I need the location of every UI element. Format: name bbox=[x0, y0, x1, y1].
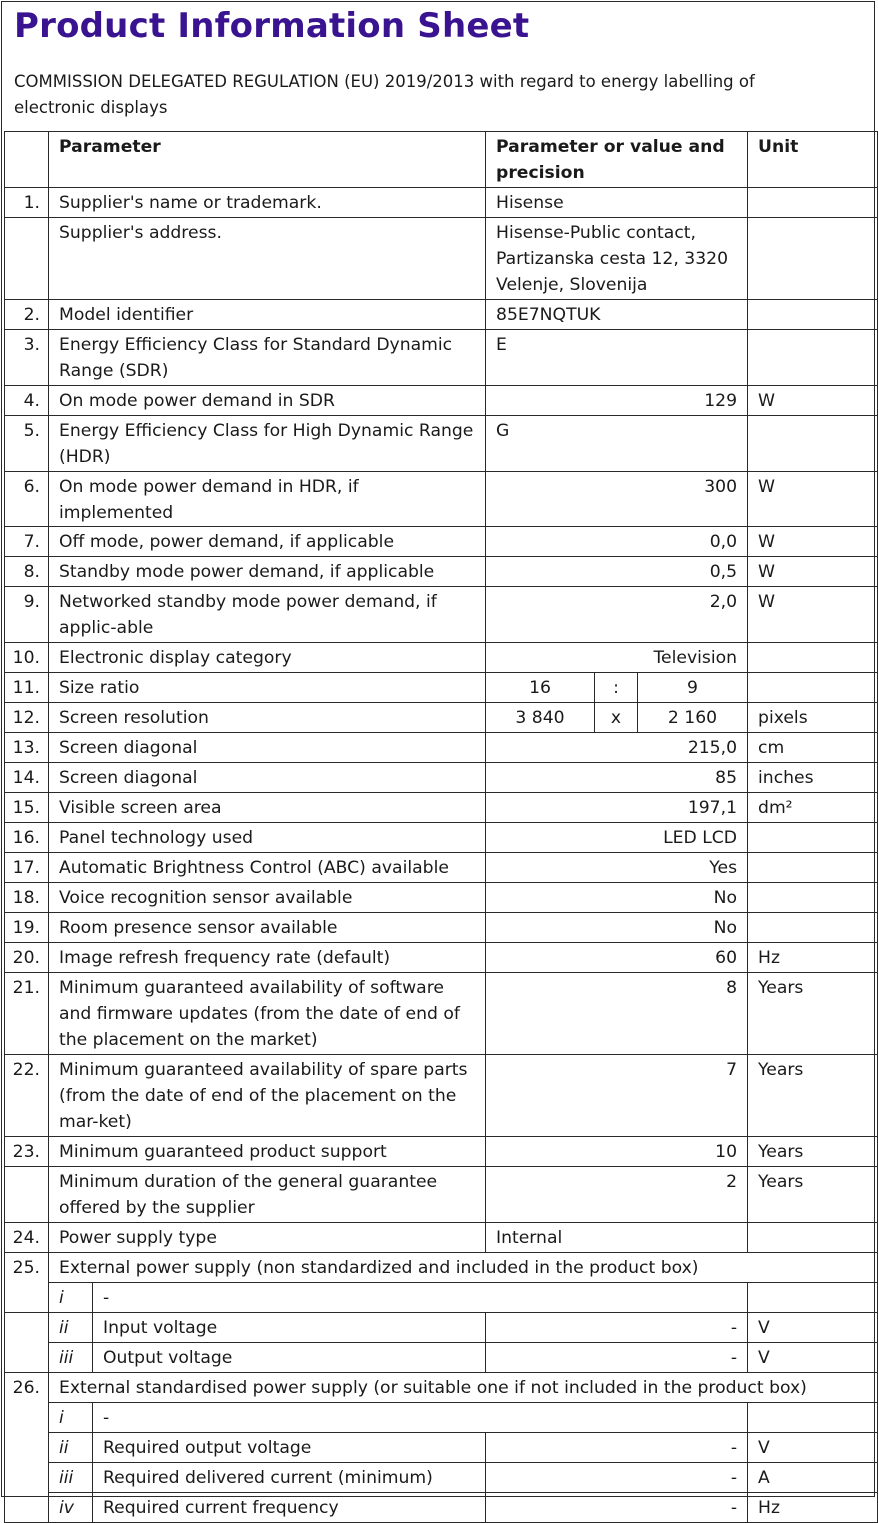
row-value: 8 bbox=[486, 973, 748, 1055]
row-unit-empty bbox=[748, 1283, 878, 1313]
row-unit bbox=[748, 883, 878, 913]
row-unit bbox=[748, 823, 878, 853]
sub-index: iii bbox=[49, 1343, 93, 1373]
row-parameter: Energy Efficiency Class for Standard Dynamic Range (SDR) bbox=[49, 330, 486, 386]
table-row bbox=[5, 188, 878, 218]
row-parameter: Minimum duration of the general guarantee offered by the supplier bbox=[49, 1167, 486, 1223]
row-value: 0,0 bbox=[486, 527, 748, 557]
row-parameter: Required current frequency bbox=[93, 1493, 486, 1523]
row-value: LED LCD bbox=[486, 823, 748, 853]
row-value: No bbox=[486, 883, 748, 913]
table-header-row bbox=[5, 132, 878, 188]
row-parameter: Automatic Brightness Control (ABC) available bbox=[49, 853, 486, 883]
row-value: 300 bbox=[486, 472, 748, 527]
row-unit bbox=[748, 218, 878, 300]
row-parameter: Image refresh frequency rate (default) bbox=[49, 943, 486, 973]
parameter-table bbox=[4, 131, 878, 1523]
row-number: 8. bbox=[5, 557, 49, 587]
header-number-cell bbox=[5, 132, 49, 188]
table-row bbox=[5, 587, 878, 643]
row-parameter: Screen diagonal bbox=[49, 763, 486, 793]
row-number: 26. bbox=[5, 1373, 49, 1403]
row-unit: W bbox=[748, 587, 878, 643]
row-unit: Years bbox=[748, 1167, 878, 1223]
row-unit: Years bbox=[748, 1137, 878, 1167]
page-title: Product Information Sheet bbox=[14, 6, 530, 46]
row-unit: Hz bbox=[748, 943, 878, 973]
row-parameter: - bbox=[93, 1403, 748, 1433]
row-number: 10. bbox=[5, 643, 49, 673]
row-number-empty bbox=[5, 1433, 49, 1463]
row-number: 15. bbox=[5, 793, 49, 823]
row-parameter: Input voltage bbox=[93, 1313, 486, 1343]
row-number: 19. bbox=[5, 913, 49, 943]
row-unit: inches bbox=[748, 763, 878, 793]
ratio-separator: : bbox=[595, 673, 638, 703]
row-number: 24. bbox=[5, 1223, 49, 1253]
row-parameter: Screen diagonal bbox=[49, 733, 486, 763]
row-value: - bbox=[486, 1493, 748, 1523]
resolution-height-value: 2 160 bbox=[638, 703, 748, 733]
row-value: 7 bbox=[486, 1055, 748, 1137]
row-unit: cm bbox=[748, 733, 878, 763]
row-number: 3. bbox=[5, 330, 49, 386]
sub-index: iii bbox=[49, 1463, 93, 1493]
row-number: 22. bbox=[5, 1055, 49, 1137]
row-parameter: Output voltage bbox=[93, 1343, 486, 1373]
row-parameter: Size ratio bbox=[49, 673, 486, 703]
table-row bbox=[5, 1313, 878, 1343]
table-row bbox=[5, 557, 878, 587]
row-number: 18. bbox=[5, 883, 49, 913]
row-value: 215,0 bbox=[486, 733, 748, 763]
table-row bbox=[5, 1137, 878, 1167]
row-number bbox=[5, 1167, 49, 1223]
row-number: 2. bbox=[5, 300, 49, 330]
regulation-subtitle: COMMISSION DELEGATED REGULATION (EU) 2019/2013 with regard to energy labelling of electronic displays bbox=[14, 72, 755, 117]
table-row bbox=[5, 913, 878, 943]
row-value: 85 bbox=[486, 763, 748, 793]
table-row bbox=[5, 1493, 878, 1523]
row-value: E bbox=[486, 330, 748, 386]
row-number-empty bbox=[5, 1493, 49, 1523]
table-row bbox=[5, 1463, 878, 1493]
row-parameter: Panel technology used bbox=[49, 823, 486, 853]
row-value: - bbox=[486, 1313, 748, 1343]
ratio-width-value: 16 bbox=[486, 673, 595, 703]
row-unit: Years bbox=[748, 1055, 878, 1137]
row-value: - bbox=[486, 1343, 748, 1373]
table-row bbox=[5, 943, 878, 973]
row-parameter: Screen resolution bbox=[49, 703, 486, 733]
row-value: 85E7NQTUK bbox=[486, 300, 748, 330]
row-parameter: On mode power demand in SDR bbox=[49, 386, 486, 416]
row-number: 7. bbox=[5, 527, 49, 557]
row-value: Yes bbox=[486, 853, 748, 883]
row-unit: W bbox=[748, 527, 878, 557]
row-value: 197,1 bbox=[486, 793, 748, 823]
row-number: 21. bbox=[5, 973, 49, 1055]
row-unit-empty bbox=[748, 1403, 878, 1433]
row-unit bbox=[748, 913, 878, 943]
table-row bbox=[5, 853, 878, 883]
table-row bbox=[5, 1055, 878, 1137]
table-row bbox=[5, 1253, 878, 1283]
row-value: 10 bbox=[486, 1137, 748, 1167]
sub-index: ii bbox=[49, 1433, 93, 1463]
row-parameter: Networked standby mode power demand, if applic-able bbox=[49, 587, 486, 643]
table-row bbox=[5, 703, 878, 733]
row-value: Internal bbox=[486, 1223, 748, 1253]
row-parameter: Supplier's address. bbox=[49, 218, 486, 300]
header-value: Parameter or value and precision bbox=[486, 132, 748, 188]
row-value: 0,5 bbox=[486, 557, 748, 587]
row-number: 14. bbox=[5, 763, 49, 793]
row-number-empty bbox=[5, 1283, 49, 1313]
resolution-width-value: 3 840 bbox=[486, 703, 595, 733]
row-unit: dm² bbox=[748, 793, 878, 823]
row-number-empty bbox=[5, 1343, 49, 1373]
row-unit: A bbox=[748, 1463, 878, 1493]
row-parameter: External power supply (non standardized and included in the product box) bbox=[49, 1253, 878, 1283]
row-unit bbox=[748, 673, 878, 703]
table-row bbox=[5, 218, 878, 300]
table-row bbox=[5, 1167, 878, 1223]
row-parameter: Model identifier bbox=[49, 300, 486, 330]
row-unit bbox=[748, 300, 878, 330]
row-number: 25. bbox=[5, 1253, 49, 1283]
row-unit: Hz bbox=[748, 1493, 878, 1523]
row-number: 5. bbox=[5, 416, 49, 472]
row-unit bbox=[748, 416, 878, 472]
row-unit: pixels bbox=[748, 703, 878, 733]
product-information-sheet bbox=[1, 1, 875, 1518]
row-parameter: Required output voltage bbox=[93, 1433, 486, 1463]
row-value: Television bbox=[486, 643, 748, 673]
row-parameter: Standby mode power demand, if applicable bbox=[49, 557, 486, 587]
table-row bbox=[5, 1433, 878, 1463]
row-value: 129 bbox=[486, 386, 748, 416]
row-parameter: Energy Efficiency Class for High Dynamic Range (HDR) bbox=[49, 416, 486, 472]
sub-index: ii bbox=[49, 1313, 93, 1343]
row-unit: V bbox=[748, 1433, 878, 1463]
row-number: 4. bbox=[5, 386, 49, 416]
row-parameter: Minimum guaranteed product support bbox=[49, 1137, 486, 1167]
row-number-empty bbox=[5, 1313, 49, 1343]
table-row bbox=[5, 883, 878, 913]
table-row bbox=[5, 1223, 878, 1253]
row-value: - bbox=[486, 1463, 748, 1493]
row-number-empty bbox=[5, 1463, 49, 1493]
row-value: 60 bbox=[486, 943, 748, 973]
row-value: - bbox=[486, 1433, 748, 1463]
row-unit: V bbox=[748, 1343, 878, 1373]
row-parameter: Supplier's name or trademark. bbox=[49, 188, 486, 218]
row-unit: W bbox=[748, 472, 878, 527]
row-unit bbox=[748, 330, 878, 386]
row-parameter: Minimum guaranteed availability of spare parts (from the date of end of the placement on the mar-ket) bbox=[49, 1055, 486, 1137]
row-unit bbox=[748, 188, 878, 218]
table-row bbox=[5, 1373, 878, 1403]
row-number: 6. bbox=[5, 472, 49, 527]
row-unit bbox=[748, 1223, 878, 1253]
sub-index: i bbox=[49, 1403, 93, 1433]
table-row bbox=[5, 1403, 878, 1433]
table-row bbox=[5, 763, 878, 793]
row-number-empty bbox=[5, 1403, 49, 1433]
table-row bbox=[5, 1283, 878, 1313]
row-value: 2,0 bbox=[486, 587, 748, 643]
row-number: 17. bbox=[5, 853, 49, 883]
table-row bbox=[5, 973, 878, 1055]
row-unit: Years bbox=[748, 973, 878, 1055]
row-parameter: Minimum guaranteed availability of software and firmware updates (from the date of end of the placement on the market) bbox=[49, 973, 486, 1055]
row-parameter: Electronic display category bbox=[49, 643, 486, 673]
row-unit: W bbox=[748, 557, 878, 587]
row-parameter: Power supply type bbox=[49, 1223, 486, 1253]
resolution-separator: x bbox=[595, 703, 638, 733]
row-parameter: Visible screen area bbox=[49, 793, 486, 823]
row-parameter: Room presence sensor available bbox=[49, 913, 486, 943]
row-unit: W bbox=[748, 386, 878, 416]
sub-index: i bbox=[49, 1283, 93, 1313]
row-parameter: External standardised power supply (or suitable one if not included in the product box) bbox=[49, 1373, 878, 1403]
row-value: 2 bbox=[486, 1167, 748, 1223]
row-parameter: - bbox=[93, 1283, 748, 1313]
row-unit bbox=[748, 853, 878, 883]
ratio-height-value: 9 bbox=[638, 673, 748, 703]
table-row bbox=[5, 643, 878, 673]
table-row bbox=[5, 300, 878, 330]
table-row bbox=[5, 527, 878, 557]
table-row bbox=[5, 1343, 878, 1373]
row-number: 12. bbox=[5, 703, 49, 733]
table-row bbox=[5, 793, 878, 823]
table-row bbox=[5, 472, 878, 527]
table-row bbox=[5, 673, 878, 703]
table-row bbox=[5, 823, 878, 853]
row-value: Hisense bbox=[486, 188, 748, 218]
row-value: Hisense-Public contact, Partizanska cesta 12, 3320 Velenje, Slovenija bbox=[486, 218, 748, 300]
table-row bbox=[5, 416, 878, 472]
row-number: 20. bbox=[5, 943, 49, 973]
table-row bbox=[5, 733, 878, 763]
row-parameter: Required delivered current (minimum) bbox=[93, 1463, 486, 1493]
row-number: 13. bbox=[5, 733, 49, 763]
sub-index: iv bbox=[49, 1493, 93, 1523]
row-parameter: On mode power demand in HDR, if implemented bbox=[49, 472, 486, 527]
row-number: 1. bbox=[5, 188, 49, 218]
table-row bbox=[5, 386, 878, 416]
row-number: 11. bbox=[5, 673, 49, 703]
header-unit: Unit bbox=[748, 132, 878, 188]
row-number: 23. bbox=[5, 1137, 49, 1167]
row-parameter: Voice recognition sensor available bbox=[49, 883, 486, 913]
row-parameter: Off mode, power demand, if applicable bbox=[49, 527, 486, 557]
row-number bbox=[5, 218, 49, 300]
header-parameter: Parameter bbox=[49, 132, 486, 188]
row-number: 16. bbox=[5, 823, 49, 853]
row-value: G bbox=[486, 416, 748, 472]
row-value: No bbox=[486, 913, 748, 943]
table-row bbox=[5, 330, 878, 386]
row-number: 9. bbox=[5, 587, 49, 643]
row-unit bbox=[748, 643, 878, 673]
row-unit: V bbox=[748, 1313, 878, 1343]
